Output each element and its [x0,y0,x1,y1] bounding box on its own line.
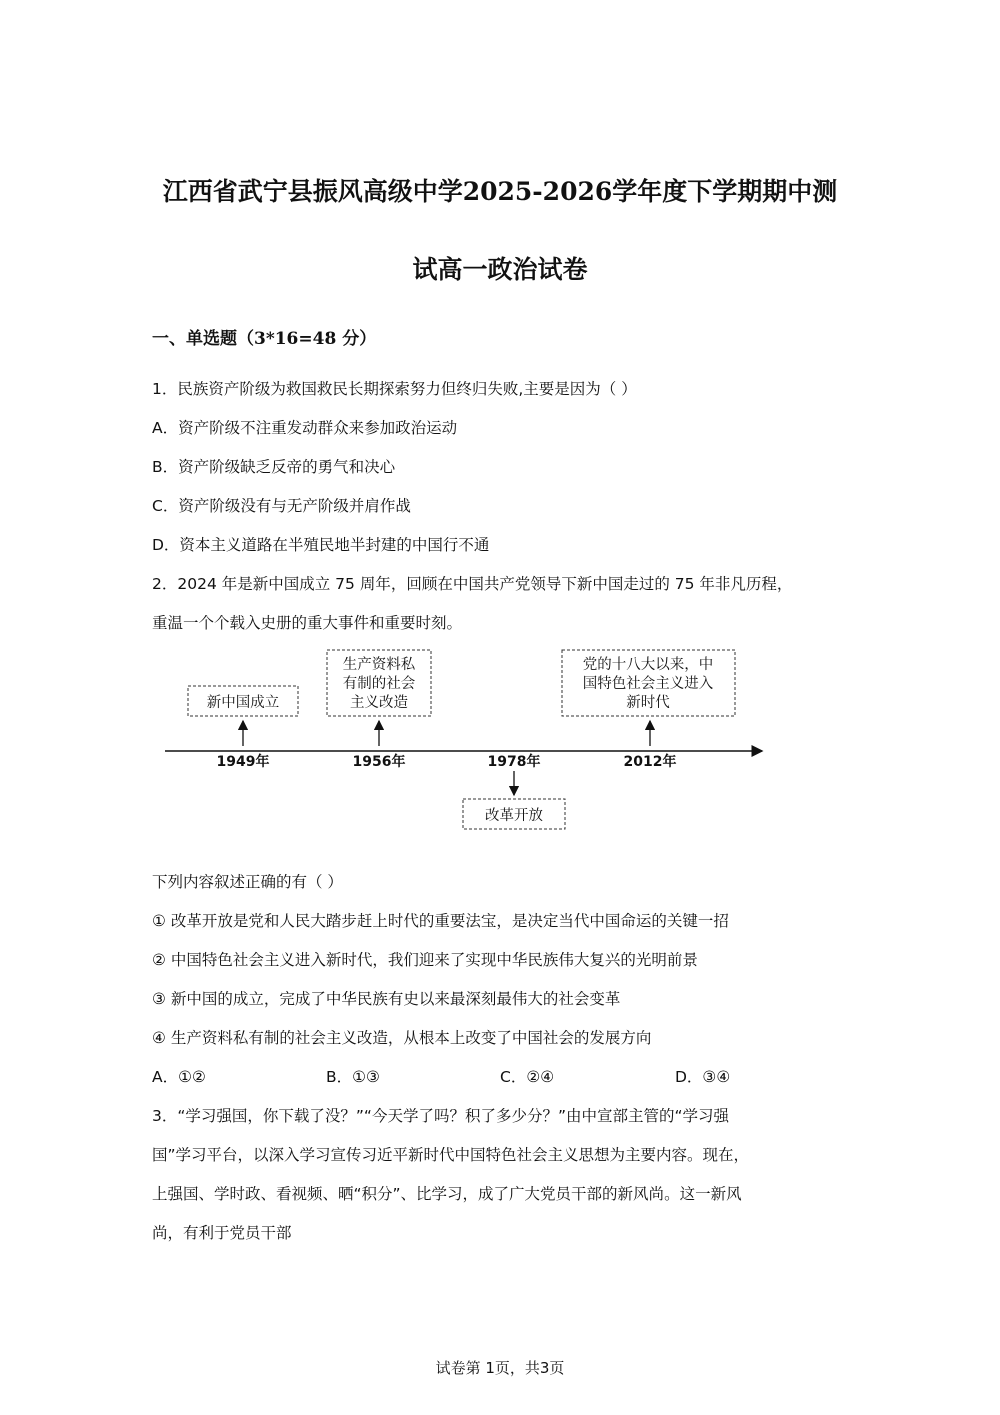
q2-stem-line1: 2．2024 年是新中国成立 75 周年，回顾在中国共产党领导下新中国走过的 75 年非凡历程， [152,575,793,593]
q1-option-c: C．资产阶级没有与无产阶级并肩作战 [152,497,411,515]
q2-stem-line2: 重温一个个载入史册的重大事件和重要时刻。 [152,614,463,632]
year-1949: 1949年 [216,754,270,770]
q1-option-d: D．资本主义道路在半殖民地半封建的中国行不通 [152,536,490,554]
exam-title-line2: 试高一政治试卷 [412,255,588,284]
box-2012-line1: 党的十八大以来，中 [582,657,714,673]
q3-line1: 3．“学习强国，你下载了没？”“今天学了吗？积了多少分？”由中宣部主管的“学习强 [152,1107,730,1125]
page-footer: 试卷第 1页，共3页 [435,1359,565,1377]
q2-statement-2: ② 中国特色社会主义进入新时代，我们迎来了实现中华民族伟大复兴的光明前景 [152,951,698,969]
q2-prompt: 下列内容叙述正确的有（ ） [152,873,343,891]
q2-option-a: A．①② [152,1068,206,1086]
exam-title-line1: 江西省武宁县振风高级中学2025-2026学年度下学期期中测 [162,177,838,206]
box-1956-line2: 有制的社会 [342,676,416,692]
q1-option-b: B．资产阶级缺乏反帝的勇气和决心 [152,458,396,476]
q2-option-c: C．②④ [500,1068,555,1086]
q2-option-b: B．①③ [326,1068,380,1086]
section-heading: 一、单选题（3*16=48 分） [152,329,377,349]
year-1956: 1956年 [352,754,406,770]
q2-statement-1: ① 改革开放是党和人民大踏步赶上时代的重要法宝，是决定当代中国命运的关键一招 [152,912,729,930]
q3-line4: 尚，有利于党员干部 [152,1224,292,1242]
q3-line3: 上强国、学时政、看视频、晒“积分”、比学习，成了广大党员干部的新风尚。这一新风 [152,1185,742,1203]
year-2012: 2012年 [623,754,677,770]
q2-option-d: D．③④ [675,1068,731,1086]
box-2012-line2: 国特色社会主义进入 [582,676,714,692]
q1-stem: 1．民族资产阶级为救国救民长期探索努力但终归失败,主要是因为（ ） [152,380,637,398]
box-2012-line3: 新时代 [626,695,670,711]
box-1956-line3: 主义改造 [350,695,408,711]
q1-option-a: A．资产阶级不注重发动群众来参加政治运动 [152,419,458,437]
q3-line2: 国”学习平台，以深入学习宣传习近平新时代中国特色社会主义思想为主要内容。现在， [152,1146,750,1164]
box-1978-label: 改革开放 [485,808,543,824]
box-1949-label: 新中国成立 [206,695,280,711]
timeline-diagram [0,645,1000,835]
q2-statement-4: ④ 生产资料私有制的社会主义改造，从根本上改变了中国社会的发展方向 [152,1029,652,1047]
box-1956-line1: 生产资料私 [342,657,416,673]
q2-statement-3: ③ 新中国的成立，完成了中华民族有史以来最深刻最伟大的社会变革 [152,990,621,1008]
year-1978: 1978年 [487,754,541,770]
